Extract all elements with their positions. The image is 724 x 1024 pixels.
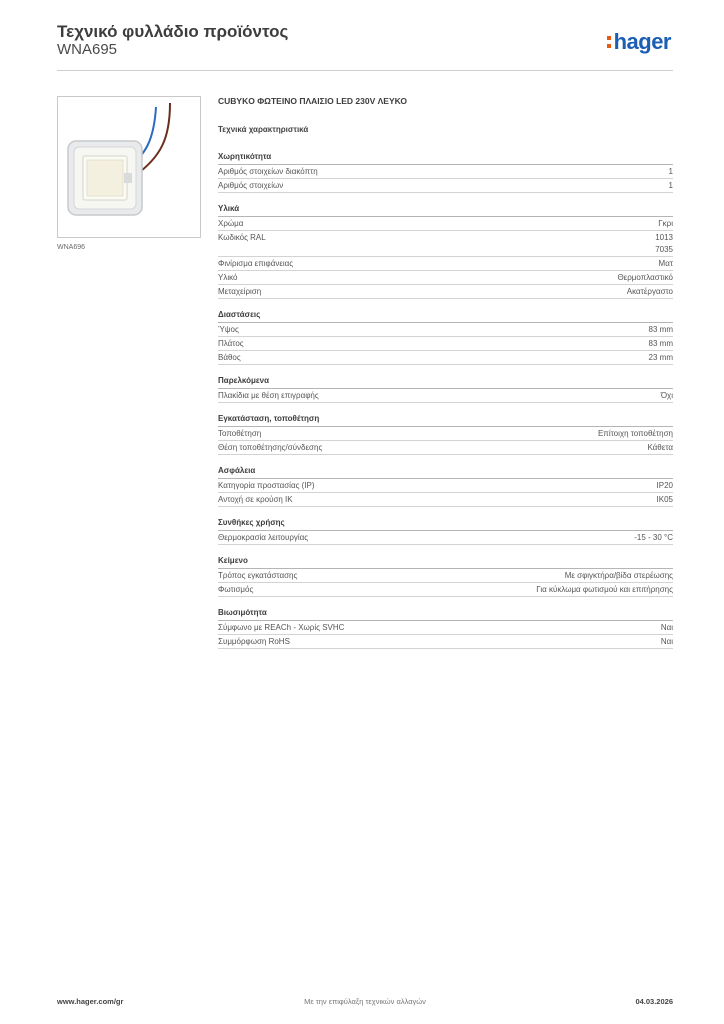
spec-value: [657, 480, 673, 492]
spec-row: [218, 441, 673, 455]
spec-value-line: Θερμοπλαστικό: [617, 273, 673, 282]
section-title: Χωρητικότητα: [218, 150, 673, 165]
spec-value-line: Ακατέργαστο: [626, 287, 673, 296]
spec-value-line: Ναι: [660, 637, 673, 646]
spec-value-line: Για κύκλωμα φωτισμού και επιτήρησης: [536, 585, 673, 594]
specification-sheet: [218, 96, 673, 649]
spec-row: [218, 323, 673, 337]
section-title: Συνθήκες χρήσης: [218, 516, 673, 531]
section-title: Υλικά: [218, 202, 673, 217]
spec-value: [655, 232, 673, 256]
spec-row: [218, 427, 673, 441]
section-title: Βιωσιμότητα: [218, 606, 673, 621]
spec-value-line: Κάθετα: [647, 443, 673, 452]
spec-value: [659, 258, 673, 270]
spec-label: Ύψος: [218, 325, 239, 334]
page-footer: [57, 997, 673, 1009]
spec-label: Τρόπος εγκατάστασης: [218, 571, 298, 580]
spec-value: [649, 338, 673, 350]
footer-date: 04.03.2026: [635, 997, 673, 1006]
spec-value: [598, 428, 673, 440]
spec-row: [218, 621, 673, 635]
spec-row: [218, 231, 673, 257]
spec-row: [218, 569, 673, 583]
spec-label: Φινίρισμα επιφάνειας: [218, 259, 294, 268]
spec-row: [218, 635, 673, 649]
spec-value: [669, 180, 673, 192]
spec-row: [218, 389, 673, 403]
page-header: [57, 20, 673, 71]
spec-value: [649, 352, 673, 364]
spec-value-line: IK05: [656, 495, 673, 504]
spec-value-line: IP20: [656, 481, 673, 490]
spec-value: [536, 584, 673, 596]
spec-row: [218, 285, 673, 299]
image-caption: WNA696: [57, 244, 86, 251]
spec-label: Πλάτος: [218, 339, 244, 348]
spec-label: Κωδικός RAL: [218, 233, 266, 242]
spec-value: [661, 636, 673, 648]
section-title: Ασφάλεια: [218, 464, 673, 479]
spec-row: [218, 165, 673, 179]
section-title: Παρελκόμενα: [218, 374, 673, 389]
technical-features-heading: Τεχνικά χαρακτηριστικά: [218, 125, 309, 134]
spec-value: [634, 532, 673, 544]
spec-value: [669, 166, 673, 178]
spec-label: Χρώμα: [218, 219, 244, 228]
spec-label: Συμμόρφωση RoHS: [218, 637, 290, 646]
logo-text: hager: [613, 29, 671, 54]
spec-value-line: 83 mm: [648, 339, 673, 348]
product-name: CUBYKO ΦΩΤΕΙΝΟ ΠΛΑΙΣΙΟ LED 230V ΛΕΥΚΟ: [218, 96, 408, 106]
spec-value: [617, 272, 673, 284]
spec-row: [218, 271, 673, 285]
footer-notice: Με την επιφύλαξη τεχνικών αλλαγών: [304, 997, 426, 1006]
spec-label: Βάθος: [218, 353, 241, 362]
product-reference: WNA695: [57, 41, 118, 58]
spec-value-line: 1: [668, 181, 673, 190]
spec-label: Αριθμός στοιχείων: [218, 181, 284, 190]
spec-value-line: Ματ: [658, 259, 673, 268]
spec-label: Αριθμός στοιχείων διακόπτη: [218, 167, 318, 176]
spec-label: Υλικό: [218, 273, 238, 282]
spec-row: [218, 351, 673, 365]
spec-value: [658, 218, 673, 230]
spec-label: Φωτισμός: [218, 585, 254, 594]
spec-label: Θέση τοποθέτησης/σύνδεσης: [218, 443, 323, 452]
spec-row: [218, 531, 673, 545]
section-title: Διαστάσεις: [218, 308, 673, 323]
spec-value-line: 1013: [655, 233, 673, 242]
footer-website-link[interactable]: www.hager.com/gr: [57, 997, 124, 1006]
section-title: Εγκατάσταση, τοποθέτηση: [218, 412, 673, 427]
spec-value-line: -15 - 30 °C: [634, 533, 673, 542]
spec-label: Μεταχείριση: [218, 287, 262, 296]
product-image: [57, 96, 201, 238]
spec-value-line: Όχι: [660, 391, 673, 400]
spec-value-line: 23 mm: [648, 353, 673, 362]
spec-value: [661, 390, 673, 402]
led-frame-with-wires-image: [58, 97, 200, 237]
spec-value-line: 83 mm: [648, 325, 673, 334]
spec-value: [657, 494, 673, 506]
spec-row: [218, 217, 673, 231]
spec-value: [647, 442, 673, 454]
section-title: Κείμενο: [218, 554, 673, 569]
spec-value: [565, 570, 673, 582]
spec-row: [218, 179, 673, 193]
spec-value-line: 7035: [655, 245, 673, 254]
spec-row: [218, 337, 673, 351]
spec-value: [661, 622, 673, 634]
spec-value: [649, 324, 673, 336]
spec-label: Θερμοκρασία λειτουργίας: [218, 533, 309, 542]
spec-label: Αντοχή σε κρούση IK: [218, 495, 293, 504]
spec-row: [218, 583, 673, 597]
logo-dots-icon: [607, 34, 612, 50]
spec-label: Κατηγορία προστασίας (IP): [218, 481, 315, 490]
spec-label: Πλακίδια με θέση επιγραφής: [218, 391, 319, 400]
spec-label: Σύμφωνο με REACh - Χωρίς SVHC: [218, 623, 345, 632]
spec-row: [218, 479, 673, 493]
hager-logo: [607, 29, 671, 55]
spec-row: [218, 257, 673, 271]
spec-value-line: Με σφιγκτήρα/βίδα στερέωσης: [564, 571, 673, 580]
spec-value-line: Επίτοιχη τοποθέτηση: [597, 429, 673, 438]
spec-row: [218, 493, 673, 507]
document-title: Τεχνικό φυλλάδιο προϊόντος: [57, 22, 289, 41]
spec-label: Τοποθέτηση: [218, 429, 262, 438]
spec-value: [627, 286, 673, 298]
spec-value-line: Ναι: [660, 623, 673, 632]
spec-value-line: Γκρι: [658, 219, 673, 228]
spec-value-line: 1: [668, 167, 673, 176]
